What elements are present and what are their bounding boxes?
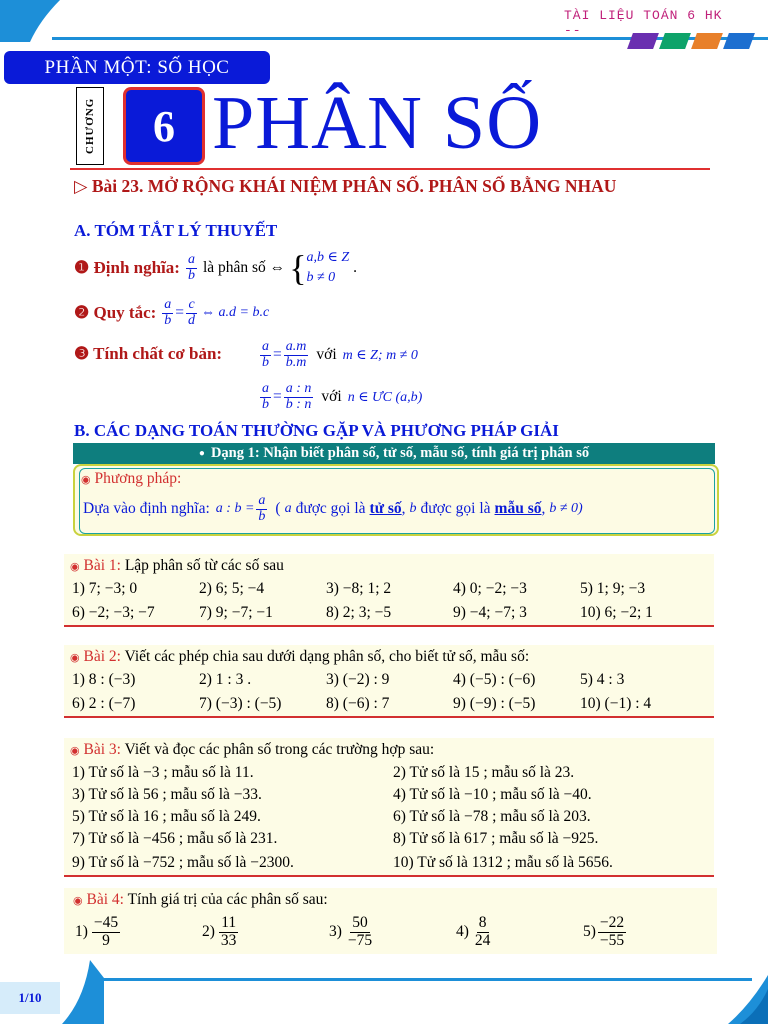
rule-row: ❷ Quy tắc: $\frac{a}{b}$ = $\frac{c}{d}$ ⇔ a.d = b.c bbox=[74, 297, 270, 328]
exercise-4-label: Bài 4: bbox=[86, 891, 124, 908]
part-banner: PHẦN MỘT: SỐ HỌC bbox=[4, 51, 270, 84]
exercise-3 bbox=[64, 738, 714, 877]
fraction-denominator: −75 bbox=[347, 931, 373, 949]
fraction-a-b: $\frac{a}{b}$ bbox=[262, 339, 269, 370]
fraction-c-d: $\frac{c}{d}$ bbox=[188, 297, 196, 328]
chapter-number: 6 bbox=[123, 87, 205, 165]
fraction-item bbox=[456, 915, 583, 949]
definition-row: ❶ Định nghĩa: $\frac{a}{b}$ là phân số ⇔ { a,b ∈ Z b ≠ 0 . bbox=[74, 248, 357, 288]
fraction-numerator: 8 bbox=[478, 914, 487, 932]
fraction-am-bm: $\frac{a.m}{b.m}$ bbox=[285, 339, 307, 370]
list-item: 6) 2 : (−7) bbox=[72, 694, 136, 712]
list-item: 2) 1 : 3 . bbox=[199, 671, 252, 688]
footer-swoosh-decoration bbox=[62, 960, 104, 1024]
bullet-icon: ● bbox=[198, 448, 205, 459]
fraction-a-b: $\frac{a}{b}$ bbox=[262, 381, 269, 412]
fraction-index: 4) bbox=[456, 923, 469, 940]
list-item: 4) (−5) : (−6) bbox=[453, 671, 536, 688]
exercise-1 bbox=[64, 554, 714, 627]
exercise-3-row-5 bbox=[64, 850, 714, 875]
method-title-wrap bbox=[81, 470, 181, 488]
method-cond: b ≠ 0) bbox=[549, 501, 583, 517]
fraction bbox=[598, 915, 626, 949]
fraction-a-b: $\frac{a}{b}$ bbox=[164, 297, 172, 328]
bullet-icon: ◉ bbox=[70, 745, 80, 757]
header-tag-line2: -- bbox=[564, 23, 582, 38]
list-item: 9) (−9) : (−5) bbox=[453, 694, 536, 712]
list-item: 5) 1; 9; −3 bbox=[580, 580, 646, 597]
property-1-with: với bbox=[316, 346, 337, 364]
fraction-index: 5) bbox=[583, 923, 596, 940]
fraction-item bbox=[583, 915, 710, 949]
exercise-2-row-2 bbox=[64, 691, 714, 716]
method-text: Dựa vào định nghĩa: a : b = $\frac{a}{b}$ ( a được gọi là tử số , b được gọi là mẫu số , b ≠ 0) bbox=[83, 493, 583, 524]
method-title: Phương pháp: bbox=[94, 470, 182, 487]
fraction-a-b: $\frac{a}{b}$ bbox=[258, 493, 266, 524]
exercise-1-text: Lập phân số từ các số sau bbox=[124, 557, 284, 574]
list-item: 9) Tử số là −752 ; mẫu số là −2300. bbox=[72, 853, 294, 871]
list-item: 10) (−1) : 4 bbox=[580, 694, 652, 712]
list-item: 9) −4; −7; 3 bbox=[453, 603, 527, 621]
exercise-4-row bbox=[67, 912, 717, 952]
dang-1-banner bbox=[73, 443, 715, 464]
list-item: 3) (−2) : 9 bbox=[326, 671, 390, 688]
fraction-numerator: −22 bbox=[599, 914, 625, 932]
property-label: ❸ Tính chất cơ bản: bbox=[74, 344, 223, 363]
fraction bbox=[473, 915, 493, 949]
fraction-denominator: 24 bbox=[474, 931, 491, 949]
list-item: 6) Tử số là −78 ; mẫu số là 203. bbox=[393, 808, 591, 825]
exercise-3-row-2 bbox=[64, 784, 714, 806]
list-item: 7) (−3) : (−5) bbox=[199, 694, 282, 712]
fraction-item bbox=[329, 915, 456, 949]
exercise-2-text: Viết các phép chia sau dưới dạng phân số, cho biết tử số, mẫu số: bbox=[124, 648, 530, 665]
bullet-icon: ◉ bbox=[70, 652, 80, 664]
bullet-icon: ◉ bbox=[70, 561, 80, 573]
chapter-underline bbox=[70, 168, 710, 170]
definition-conditions bbox=[306, 248, 349, 288]
list-item: 1) Tử số là −3 ; mẫu số là 11. bbox=[72, 764, 254, 781]
fraction bbox=[346, 915, 374, 949]
fraction-numerator: 50 bbox=[352, 914, 368, 932]
list-item: 8) 2; 3; −5 bbox=[326, 603, 392, 621]
list-item: 10) Tử số là 1312 ; mẫu số là 5656. bbox=[393, 853, 613, 871]
list-item: 2) 6; 5; −4 bbox=[199, 580, 265, 597]
method-b-text: được gọi là bbox=[420, 500, 491, 518]
dang-1-title: Dạng 1: Nhận biết phân số, tử số, mẫu số, tính giá trị phân số bbox=[210, 445, 590, 461]
list-item: 3) −8; 1; 2 bbox=[326, 580, 392, 597]
fraction-denominator: −55 bbox=[599, 931, 625, 949]
exercise-3-header bbox=[64, 738, 714, 762]
fraction-an-bn: $\frac{a : n}{b : n}$ bbox=[285, 381, 312, 412]
exercise-1-row-2 bbox=[64, 600, 714, 625]
method-prefix: Dựa vào định nghĩa: bbox=[83, 500, 210, 518]
fraction bbox=[92, 915, 120, 949]
property-2-cond: n ∈ ƯC (a,b) bbox=[347, 389, 423, 405]
page-number: 1/10 bbox=[0, 982, 60, 1014]
chip-blue bbox=[723, 33, 755, 49]
exercise-2-row-1 bbox=[64, 669, 714, 691]
list-item: 6) −2; −3; −7 bbox=[72, 603, 155, 621]
list-item: 7) Tử số là −456 ; mẫu số là 231. bbox=[72, 830, 278, 847]
chip-orange bbox=[691, 33, 723, 49]
property-1: $\frac{a}{b}$ = $\frac{a.m}{b.m}$ với m ∈ Z; m ≠ 0 bbox=[262, 339, 418, 370]
chapter-title: PHÂN SỐ bbox=[212, 81, 543, 165]
property-1-cond: m ∈ Z; m ≠ 0 bbox=[342, 347, 418, 363]
fraction-a-b: $\frac{a}{b}$ bbox=[187, 251, 195, 283]
list-item: 5) Tử số là 16 ; mẫu số là 249. bbox=[72, 808, 261, 825]
fraction-numerator: 11 bbox=[221, 914, 237, 932]
exercise-3-row-4 bbox=[64, 828, 714, 850]
color-chips bbox=[630, 33, 752, 49]
corner-decoration bbox=[0, 0, 60, 42]
fraction-item bbox=[75, 915, 202, 949]
chapter-label: CHƯƠNG bbox=[76, 87, 104, 165]
chip-green bbox=[659, 33, 691, 49]
fraction-index: 1) bbox=[75, 923, 88, 940]
brace-icon: { bbox=[289, 248, 307, 288]
list-item: 7) 9; −7; −1 bbox=[199, 603, 273, 621]
fraction-index: 3) bbox=[329, 923, 342, 940]
exercise-3-text: Viết và đọc các phân số trong các trường hợp sau: bbox=[124, 741, 435, 758]
exercise-3-row-1 bbox=[64, 762, 714, 784]
fraction-denominator: 9 bbox=[102, 931, 110, 949]
chip-purple bbox=[627, 33, 659, 49]
list-item: 5) 4 : 3 bbox=[580, 671, 625, 688]
list-item: 4) 0; −2; −3 bbox=[453, 580, 527, 597]
method-box bbox=[73, 464, 719, 536]
list-item: 8) Tử số là 617 ; mẫu số là −925. bbox=[393, 830, 599, 847]
exercise-3-label: Bài 3: bbox=[83, 741, 121, 758]
definition-cond-2: b ≠ 0 bbox=[306, 270, 336, 285]
definition-cond-1: a,b ∈ Z bbox=[306, 250, 350, 265]
bullet-icon: ◉ bbox=[73, 895, 83, 907]
property-2-with: với bbox=[321, 388, 342, 406]
fraction-index: 2) bbox=[202, 923, 215, 940]
rule-label: ❷ Quy tắc: bbox=[74, 303, 157, 323]
fraction bbox=[219, 915, 239, 949]
list-item: 4) Tử số là −10 ; mẫu số là −40. bbox=[393, 786, 592, 803]
exercise-4 bbox=[64, 888, 717, 954]
exercise-4-text: Tính giá trị của các phân số sau: bbox=[127, 891, 328, 908]
list-item: 1) 8 : (−3) bbox=[72, 671, 136, 688]
property-2: $\frac{a}{b}$ = $\frac{a : n}{b : n}$ với n ∈ ƯC (a,b) bbox=[262, 381, 423, 412]
lesson-title: ▷ Bài 23. MỞ RỘNG KHÁI NIỆM PHÂN SỐ. PHÂN SỐ BẰNG NHAU bbox=[74, 176, 617, 196]
exercise-1-row-1 bbox=[64, 578, 714, 600]
list-item: 10) 6; −2; 1 bbox=[580, 603, 653, 621]
method-tu-so: tử số bbox=[369, 500, 402, 518]
list-item: 2) Tử số là 15 ; mẫu số là 23. bbox=[393, 764, 575, 781]
section-a-title: A. TÓM TẮT LÝ THUYẾT bbox=[74, 221, 278, 240]
exercise-1-header bbox=[64, 554, 714, 578]
corner-decoration bbox=[728, 975, 768, 1024]
property-label-wrap bbox=[74, 344, 222, 364]
footer-rule bbox=[90, 978, 752, 981]
definition-text: là phân số ⇔ bbox=[202, 259, 286, 276]
exercise-2-label: Bài 2: bbox=[83, 648, 121, 665]
list-item: 8) (−6) : 7 bbox=[326, 694, 390, 712]
exercise-2-header bbox=[64, 645, 714, 669]
section-b-title: B. CÁC DẠNG TOÁN THƯỜNG GẶP VÀ PHƯƠNG PHÁP GIẢI bbox=[74, 421, 559, 440]
fraction-item bbox=[202, 915, 329, 949]
rule-tail: ⇔ a.d = b.c bbox=[201, 305, 270, 321]
exercise-1-label: Bài 1: bbox=[83, 557, 121, 574]
exercise-4-header bbox=[67, 888, 717, 912]
list-item: 1) 7; −3; 0 bbox=[72, 580, 138, 597]
fraction-numerator: −45 bbox=[93, 914, 119, 932]
header-tag-line1: TÀI LIỆU TOÁN 6 HK bbox=[564, 8, 723, 23]
bullet-icon: ◉ bbox=[81, 474, 91, 486]
method-a-text: được gọi là bbox=[295, 500, 366, 518]
definition-label: ❶ Định nghĩa: bbox=[74, 258, 180, 277]
method-mau-so: mẫu số bbox=[494, 500, 542, 518]
fraction-denominator: 33 bbox=[220, 931, 237, 949]
exercise-2 bbox=[64, 645, 714, 718]
exercise-3-row-3 bbox=[64, 806, 714, 828]
list-item: 3) Tử số là 56 ; mẫu số là −33. bbox=[72, 786, 262, 803]
